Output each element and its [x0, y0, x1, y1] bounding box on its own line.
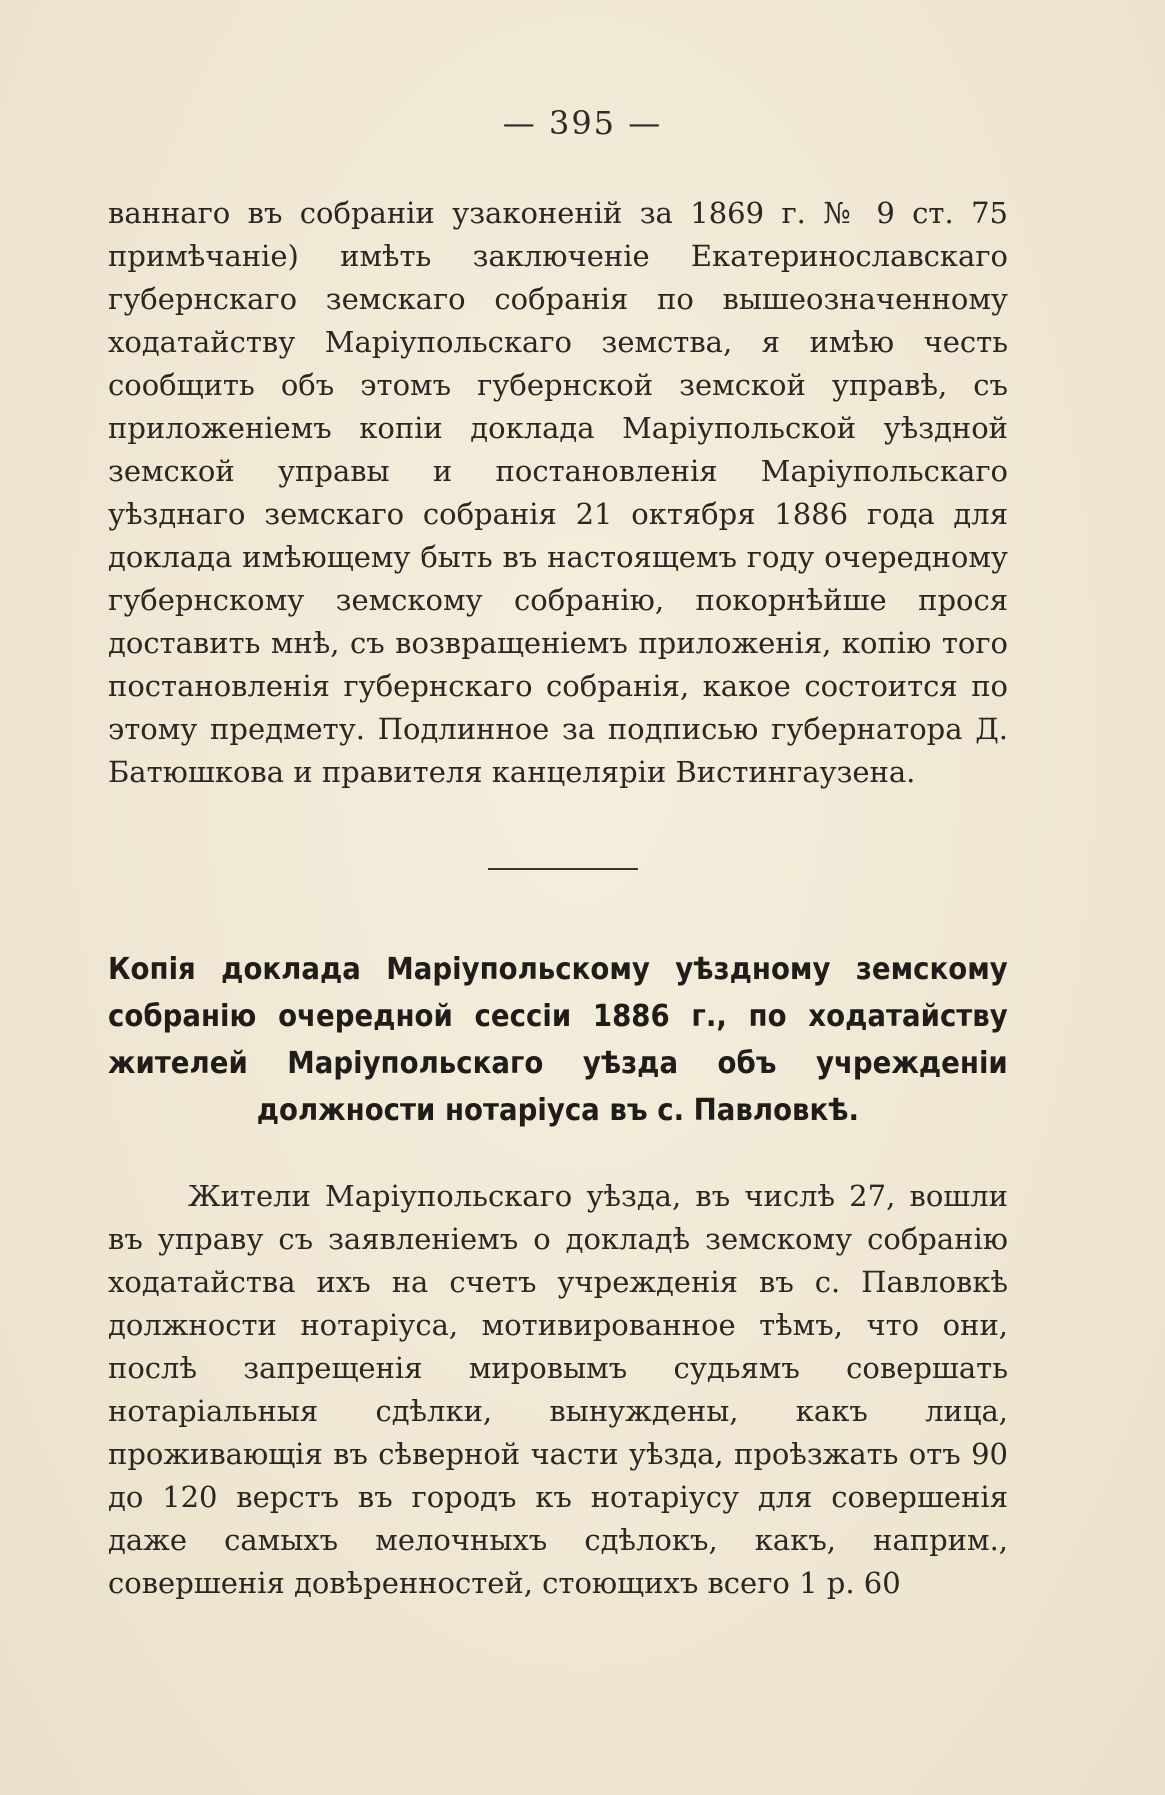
paragraph-report	[108, 1175, 1008, 1605]
paragraph-text: ваннаго въ собраніи узаконеній за 1869 г. № 9 ст. 75 примѣчаніе) имѣть заключеніе Екатеринославскаго губернскаго земскаго собранія по вышеозначенному ходатайству Маріупольскаго земства, я имѣю честь сообщить объ этомъ губернской земской управѣ, съ приложеніемъ копіи доклада Маріупольской уѣздной земской управы и постановленія Маріупольскаго уѣзднаго земскаго собранія 21 октября 1886 года для доклада имѣющему быть въ настоящемъ году очередному губернскому земскому собранію, покорнѣйше прося доставить мнѣ, съ возвращеніемъ приложенія, копію того постановленія губернскаго собранія, какое состоится по этому предмету. Подлинное за подписью губернатора Д. Батюшкова и правителя канцеляріи Вистингаузена.	[108, 196, 1008, 789]
section-divider	[488, 868, 638, 870]
paragraph-continued	[108, 192, 1008, 794]
page-number: — 395 —	[502, 104, 663, 142]
section-heading: Копія доклада Маріупольскому уѣздному земскому собранію очередной сессіи 1886 г., по ходатайству жителей Маріупольскаго уѣзда объ учрежденіи должности нотаріуса въ с. Павловкѣ.	[108, 952, 1008, 1128]
paragraph-text: Жители Маріупольскаго уѣзда, въ числѣ 27, вошли въ управу съ заявленіемъ о докладѣ земскому собранію ходатайства ихъ на счетъ учрежденія въ с. Павловкѣ должности нотаріуса, мотивированное тѣмъ, что они, послѣ запрещенія мировымъ судьямъ совершать нотаріальныя сдѣлки, вынуждены, какъ лица, проживающія въ сѣверной части уѣзда, проѣзжать отъ 90 до 120 верстъ въ городъ къ нотаріусу для совершенія даже самыхъ мелочныхъ сдѣлокъ, какъ, наприм., совершенія довѣренностей, стоющихъ всего 1 р. 60	[108, 1179, 1008, 1600]
